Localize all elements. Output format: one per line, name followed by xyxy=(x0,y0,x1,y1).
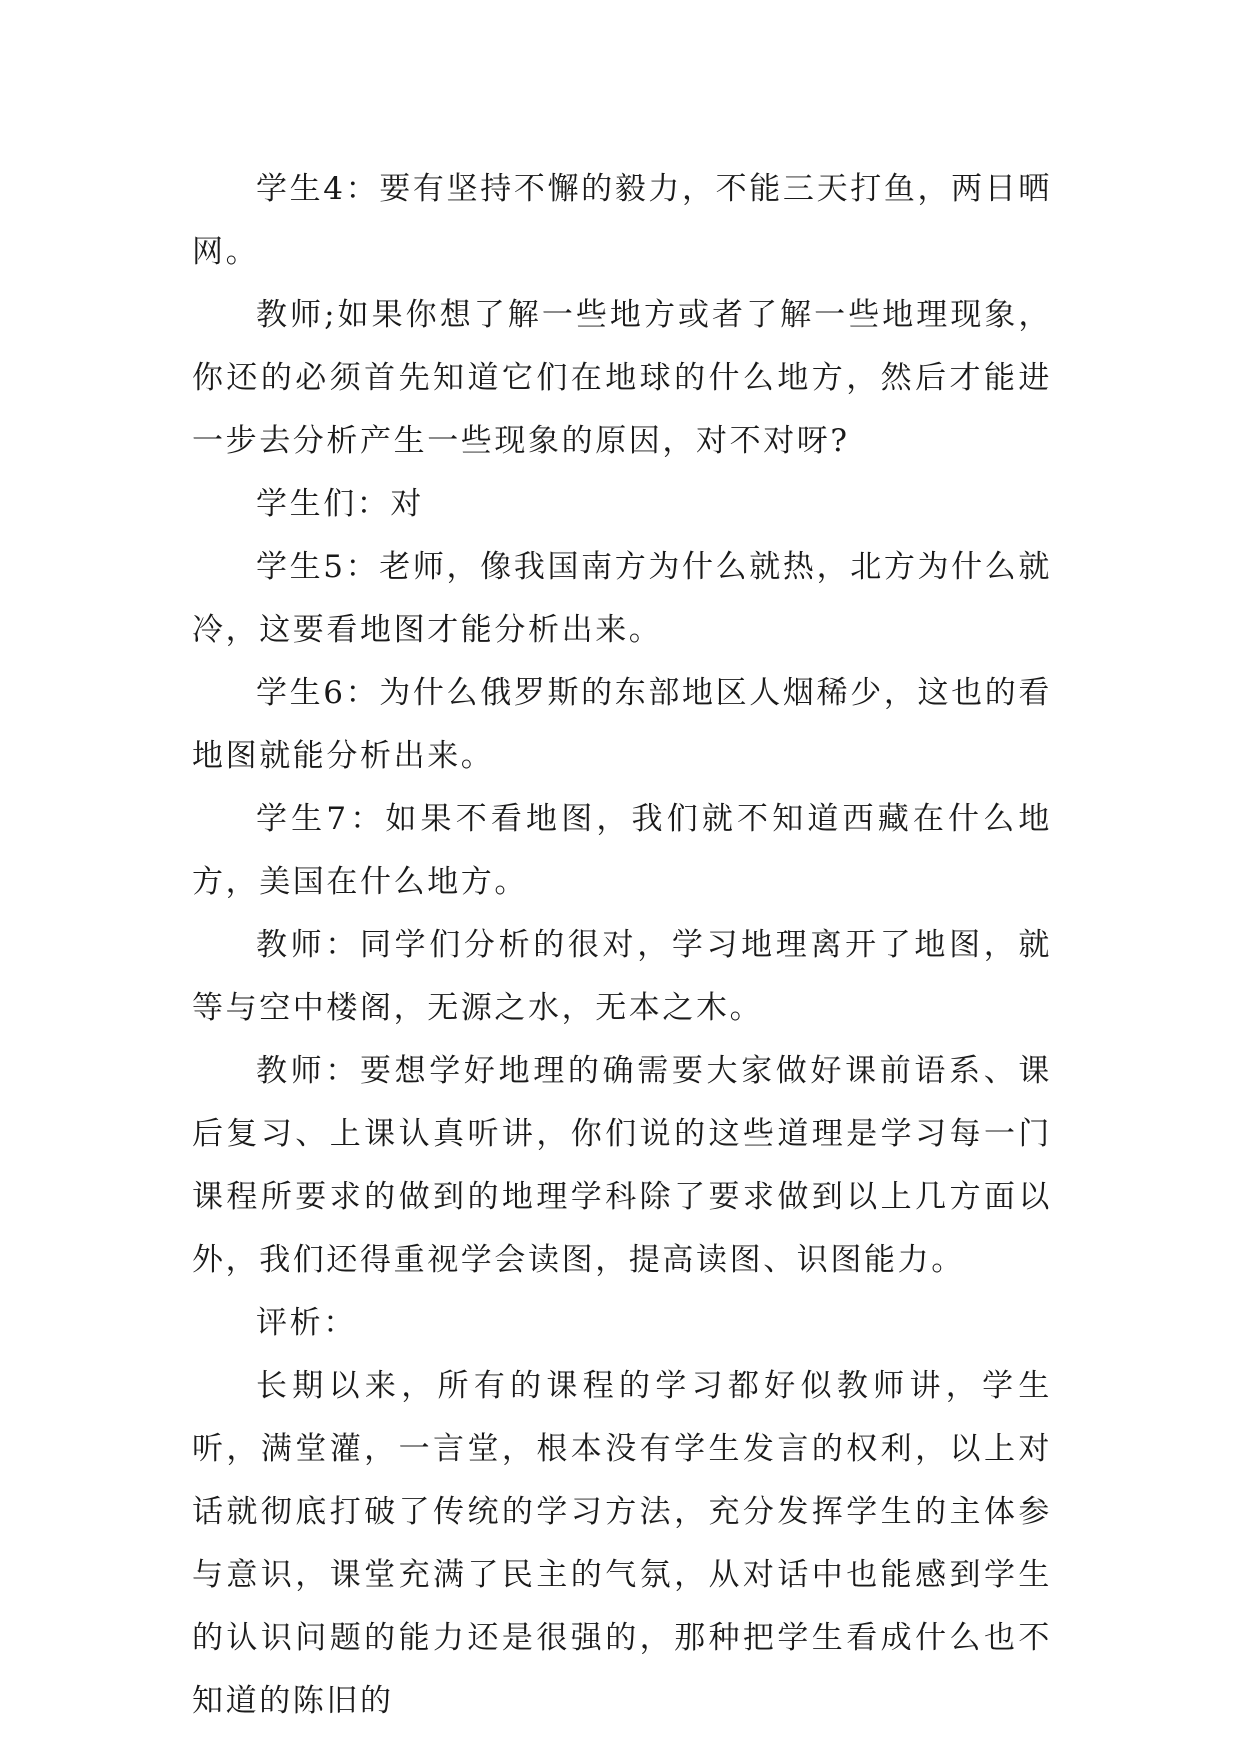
document-body xyxy=(192,158,1052,1733)
paragraph-student-5: 学生5：老师，像我国南方为什么就热，北方为什么就冷，这要看地图才能分析出来。 xyxy=(192,549,1052,648)
paragraph-student-4: 学生4：要有坚持不懈的毅力，不能三天打鱼，两日晒网。 xyxy=(192,171,1052,270)
paragraph-students-reply: 学生们：对 xyxy=(256,486,424,522)
paragraph-teacher-1: 教师;如果你想了解一些地方或者了解一些地理现象，你还的必须首先知道它们在地球的什么地方，然后才能进一步去分析产生一些现象的原因，对不对呀? xyxy=(192,297,1052,459)
paragraph-analysis-body: 长期以来，所有的课程的学习都好似教师讲，学生听，满堂灌，一言堂，根本没有学生发言的权利，以上对话就彻底打破了传统的学习方法，充分发挥学生的主体参与意识，课堂充满了民主的气氛，从对话中也能感到学生的认识问题的能力还是很强的，那种把学生看成什么也不知道的陈旧的 xyxy=(192,1368,1052,1719)
paragraph-teacher-3: 教师：要想学好地理的确需要大家做好课前语系、课后复习、上课认真听讲，你们说的这些道理是学习每一门课程所要求的做到的地理学科除了要求做到以上几方面以外，我们还得重视学会读图，提高读图、识图能力。 xyxy=(192,1053,1052,1278)
paragraph-teacher-2: 教师：同学们分析的很对，学习地理离开了地图，就等与空中楼阁，无源之水，无本之木。 xyxy=(192,927,1052,1026)
paragraph-student-7: 学生7：如果不看地图，我们就不知道西藏在什么地方，美国在什么地方。 xyxy=(192,801,1052,900)
paragraph-student-6: 学生6：为什么俄罗斯的东部地区人烟稀少，这也的看地图就能分析出来。 xyxy=(192,675,1052,774)
paragraph-analysis-heading: 评析： xyxy=(256,1305,357,1341)
